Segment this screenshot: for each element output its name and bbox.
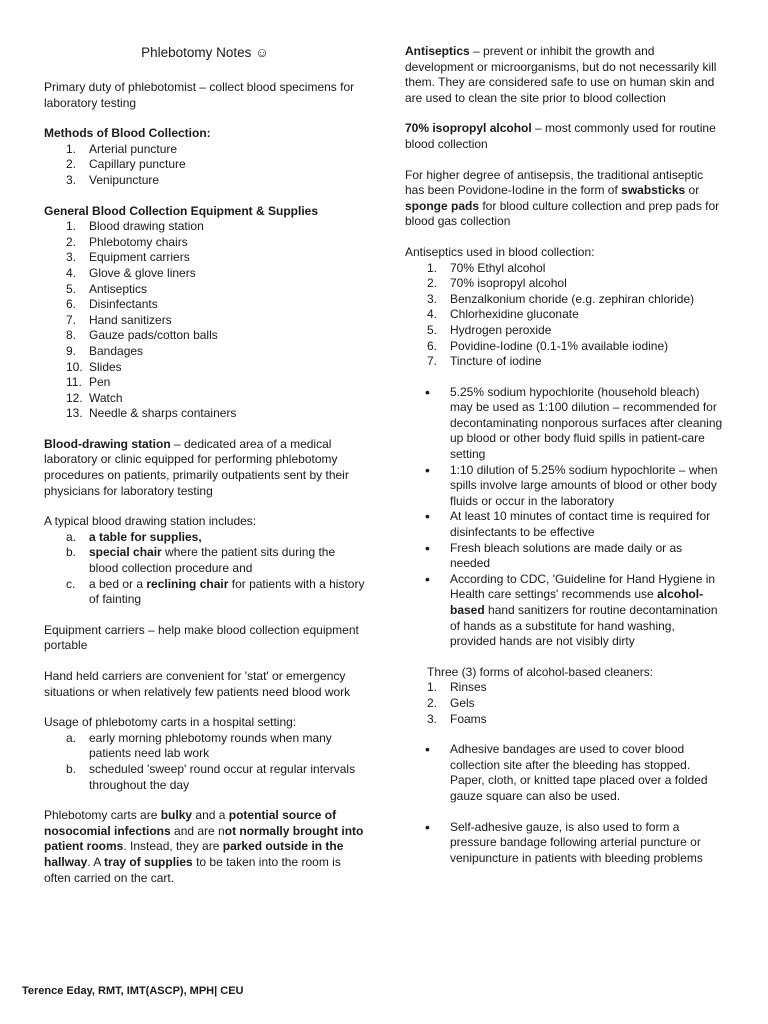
list-item: 7. Tincture of iodine [427, 354, 542, 369]
list-item: 1. Rinses [427, 680, 487, 695]
list-item: 12. Watch [66, 390, 123, 405]
list-item: 1. 70% Ethyl alcohol [427, 260, 546, 275]
station-paragraph: Blood-drawing station – dedicated area of a medical laboratory or clinic equipped for performing phlebotomy procedures on patients, primarily outpatients sent by their physicians for laboratory testing [44, 436, 349, 498]
list-item: 5. Antiseptics [66, 281, 148, 296]
adhesive-list [405, 742, 723, 804]
equipment-list [44, 219, 366, 422]
carriers-text: Equipment carriers – help make blood collection equipment portable [44, 622, 359, 653]
forms-intro: Three (3) forms of alcohol-based cleaners: [427, 664, 654, 679]
methods-list [44, 142, 366, 189]
list-item: 2. 70% isopropyl alcohol [427, 276, 567, 291]
typical-list [44, 530, 366, 608]
equipment-heading: General Blood Collection Equipment & Supplies [44, 203, 319, 218]
list-item: a. a table for supplies, [66, 529, 202, 544]
list-item: 1. Blood drawing station [66, 219, 204, 234]
list-item: 3. Benzalkonium choride (e.g. zephiran chloride) [427, 291, 695, 306]
list-item: 3. Venipuncture [66, 172, 160, 187]
list-item: 10. Slides [66, 359, 122, 374]
list-item: • According to CDC, 'Guideline for Hand Hygiene in Health care settings' recommends use alcohol-based hand sanitizers for routine decontamination of hands as a substitute for hand washing, provided hands are not visibly dirty [425, 570, 718, 649]
list-item: 2. Capillary puncture [66, 157, 186, 172]
intro-text: Primary duty of phlebotomist – collect blood specimens for laboratory testing [44, 80, 355, 110]
bullet-list [405, 385, 723, 650]
page-title: Phlebotomy Notes ☺ [141, 45, 269, 60]
right-column [405, 44, 723, 866]
list-item: • Self-adhesive gauze, is also used to form a pressure bandage following arterial puncture or venipuncture in patients with bleeding problems [425, 818, 703, 865]
list-item: 3. Equipment carriers [66, 250, 190, 265]
list-item: 2. Gels [427, 695, 475, 710]
list-item: 9. Bandages [66, 343, 144, 358]
higher-paragraph: For higher degree of antisepsis, the traditional antiseptic has been Povidone-Iodine in the form of swabsticks or sponge pads for blood culture collection and prep pads for blood gas collection [405, 167, 720, 229]
list-item: • 1:10 dilution of 5.25% sodium hypochlorite – when spills involve large amounts of blood or other body fluids or occur in the laboratory [425, 461, 718, 508]
list-item: • Fresh bleach solutions are made daily or as needed [425, 539, 683, 571]
methods-heading: Methods of Blood Collection: [44, 126, 211, 141]
list-item: • 5.25% sodium hypochlorite (household bleach) may be used as 1:100 dilution – recommended for decontaminating nonporous surfaces after cleaning up blood or other body fluid spills in patient-care setting [425, 383, 723, 462]
list-item: • Adhesive bandages are used to cover blood collection site after the bleeding has stopped. Paper, cloth, or knitted tape placed over a folded gauze square can also be used. [425, 741, 708, 803]
list-item: 4. Chlorhexidine gluconate [427, 307, 579, 322]
ipa-paragraph: 70% isopropyl alcohol – most commonly used for routine blood collection [405, 121, 716, 151]
left-column [44, 44, 366, 886]
list-item: 5. Hydrogen peroxide [427, 322, 552, 337]
list-item: c. a bed or a reclining chair for patients with a history of fainting [66, 576, 365, 607]
list-item: 4. Glove & glove liners [66, 265, 196, 280]
antiseptics-paragraph: Antiseptics – prevent or inhibit the growth and development or microorganisms, but do not necessarily kill them. They are considered safe to use on human skin and are used to clean the site prior to blood collection [405, 44, 717, 105]
list-item: a. early morning phlebotomy rounds when many patients need lab work [66, 730, 332, 761]
antiseptic-list-intro: Antiseptics used in blood collection: [405, 244, 595, 259]
forms-list [405, 680, 723, 727]
self-adhesive-list [405, 820, 723, 867]
handheld-text: Hand held carriers are convenient for 'stat' or emergency situations or when relatively few patients need blood work [44, 669, 351, 699]
antiseptic-list [405, 261, 723, 370]
list-item: b. scheduled 'sweep' round occur at regular intervals throughout the day [66, 761, 356, 792]
carts-paragraph: Phlebotomy carts are bulky and a potential source of nosocomial infections and are not normally brought into patient rooms. Instead, they are parked outside in the hallway. A tray of supplies to be taken into the room is often carried on the cart. [44, 808, 364, 885]
list-item: 6. Povidine-Iodine (0.1-1% available iodine) [427, 338, 669, 353]
footer-author: Terence Eday, RMT, IMT(ASCP), MPH| CEU [22, 985, 244, 997]
list-item: • At least 10 minutes of contact time is required for disinfectants to be effective [425, 508, 711, 540]
usage-list [44, 731, 366, 793]
list-item: 13. Needle & sharps containers [66, 406, 237, 421]
list-item: 8. Gauze pads/cotton balls [66, 328, 218, 343]
list-item: 7. Hand sanitizers [66, 312, 172, 327]
typical-intro: A typical blood drawing station includes: [44, 514, 257, 529]
list-item: 3. Foams [427, 711, 487, 726]
usage-intro: Usage of phlebotomy carts in a hospital setting: [44, 715, 297, 730]
list-item: 6. Disinfectants [66, 297, 158, 312]
list-item: 2. Phlebotomy chairs [66, 234, 188, 249]
list-item: b. special chair where the patient sits during the blood collection procedure and [66, 545, 336, 576]
list-item: 11. Pen [66, 375, 111, 390]
list-item: 1. Arterial puncture [66, 141, 178, 156]
